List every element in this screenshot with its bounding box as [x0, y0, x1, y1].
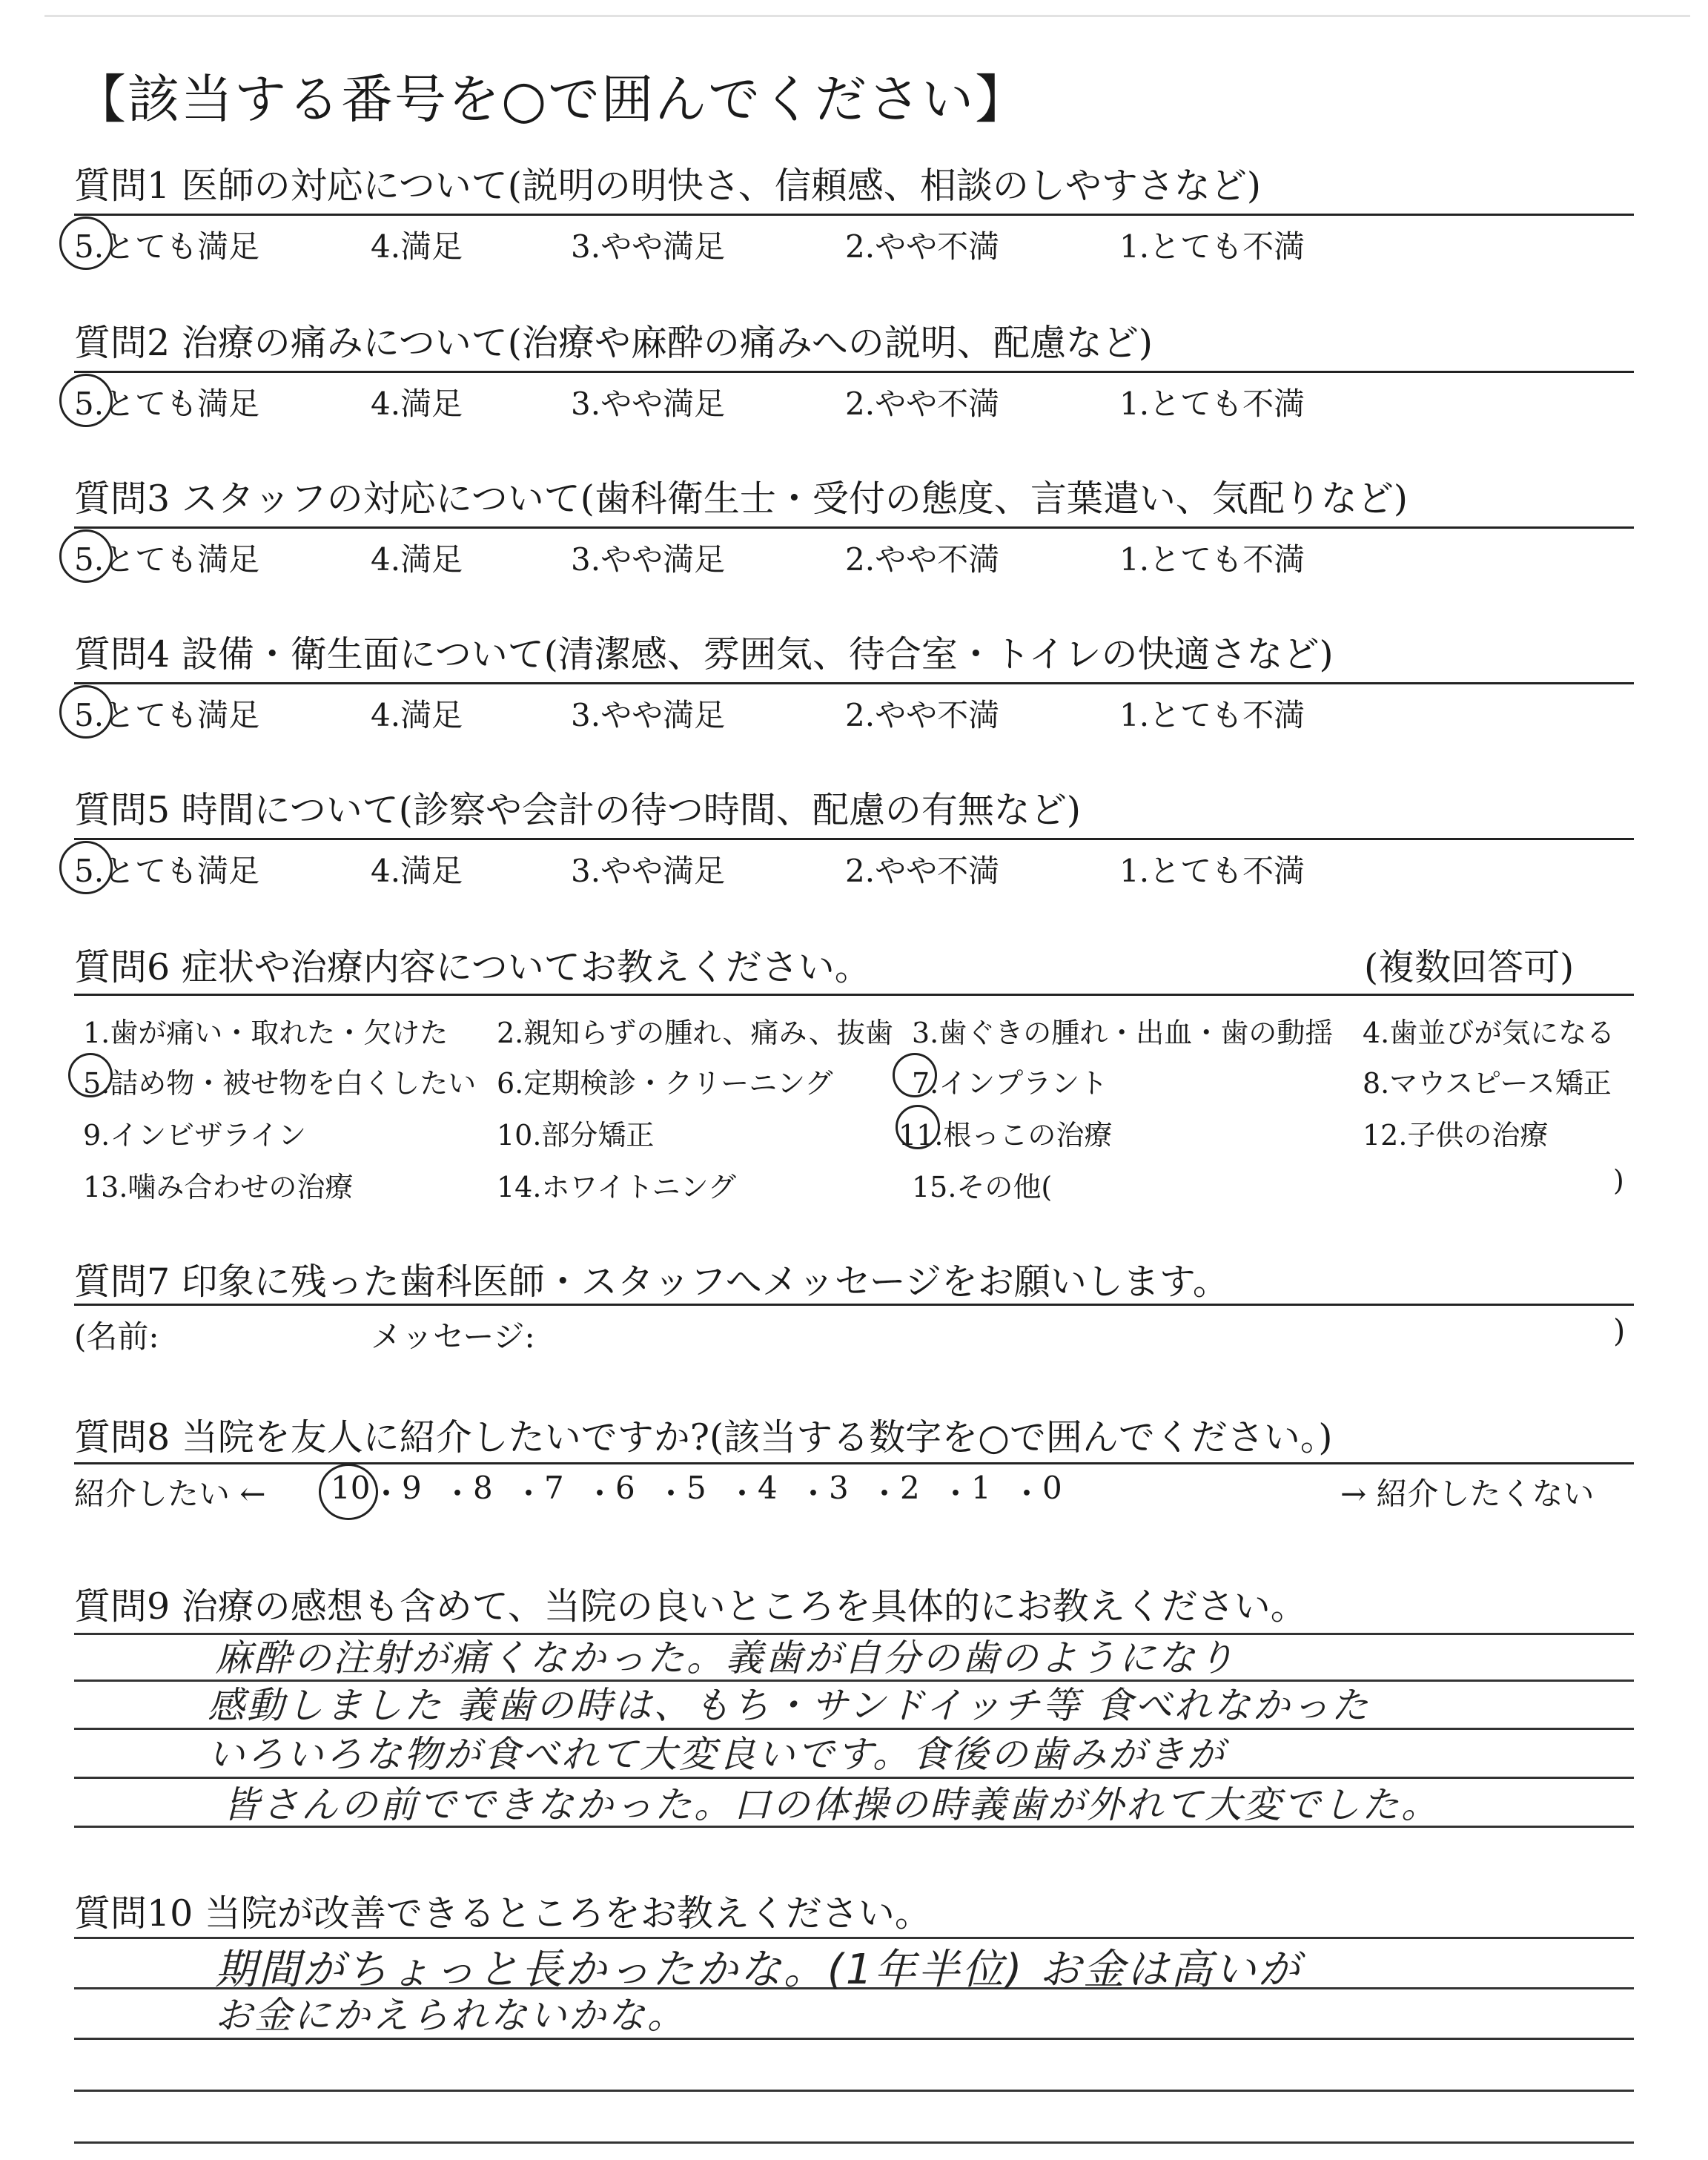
- q4-selection-circle: [59, 685, 113, 739]
- q8-title: 質問8 当院を友人に紹介したいですか?(該当する数字を○で囲んでください。): [74, 1416, 1333, 1459]
- q8-scale-separator: ・: [513, 1476, 545, 1512]
- q9-answer-line-2: 感動しました 義歯の時は、もち・サンドイッチ等 食べれなかった: [208, 1684, 1371, 1727]
- q3-option-5[interactable]: 5.とても満足: [74, 541, 260, 578]
- q5-rule: [74, 838, 1634, 840]
- q3-option-2[interactable]: 2.やや不満: [845, 541, 1000, 578]
- q6-item-13[interactable]: 13.噛み合わせの治療: [83, 1171, 354, 1203]
- q1-option-5[interactable]: 5.とても満足: [74, 228, 260, 265]
- q7-title: 質問7 印象に残った歯科医師・スタッフへメッセージをお願いします。: [74, 1261, 1229, 1303]
- q8-scale-2[interactable]: 2: [900, 1470, 920, 1506]
- q8-scale-7[interactable]: 7: [544, 1470, 564, 1506]
- q2-option-3[interactable]: 3.やや満足: [571, 386, 726, 422]
- q8-scale-0[interactable]: 0: [1042, 1470, 1062, 1506]
- q8-scale-separator: ・: [1011, 1476, 1043, 1512]
- q10-answer-line-1: 期間がちょっと長かったかな。(1年半位) お金は高いが: [215, 1946, 1302, 1994]
- q8-scale-separator: ・: [584, 1476, 616, 1512]
- q10-rule-4: [74, 2090, 1634, 2092]
- q4-option-1[interactable]: 1.とても不満: [1119, 697, 1305, 733]
- q6-title: 質問6 症状や治療内容についてお教えください。: [74, 946, 871, 988]
- q1-rule: [74, 214, 1634, 216]
- q3-option-3[interactable]: 3.やや満足: [571, 541, 726, 578]
- q4-option-3[interactable]: 3.やや満足: [571, 697, 726, 733]
- q6-selection-circle-11: [896, 1105, 940, 1149]
- q2-option-1[interactable]: 1.とても不満: [1119, 386, 1305, 422]
- q3-rule: [74, 526, 1634, 529]
- q7-name-label[interactable]: (名前:: [74, 1318, 159, 1355]
- q8-scale-separator: ・: [869, 1476, 901, 1512]
- q2-option-2[interactable]: 2.やや不満: [845, 386, 1000, 422]
- q3-option-4[interactable]: 4.満足: [371, 541, 463, 578]
- q9-answer-line-3: いろいろな物が食べれて大変良いです。食後の歯みがきが: [208, 1733, 1226, 1776]
- q6-item-11[interactable]: 11.根っこの治療: [898, 1119, 1113, 1152]
- q6-item-8[interactable]: 8.マウスピース矯正: [1363, 1067, 1612, 1100]
- q6-item-1[interactable]: 1.歯が痛い・取れた・欠けた: [83, 1017, 448, 1049]
- q8-scale-separator: ・: [371, 1476, 403, 1512]
- q2-selection-circle: [59, 374, 113, 427]
- q6-item-5[interactable]: 5.詰め物・被せ物を白くしたい: [83, 1067, 477, 1100]
- q4-option-2[interactable]: 2.やや不満: [845, 697, 1000, 733]
- q6-selection-circle-7: [893, 1053, 937, 1097]
- q3-option-1[interactable]: 1.とても不満: [1119, 541, 1305, 578]
- q7-close-paren: ): [1613, 1312, 1626, 1349]
- q3-title: 質問3 スタッフの対応について(歯科衛生士・受付の態度、言葉遣い、気配りなど): [74, 478, 1409, 520]
- q8-scale-separator: ・: [655, 1476, 687, 1512]
- q5-option-3[interactable]: 3.やや満足: [571, 853, 726, 889]
- q1-title: 質問1 医師の対応について(説明の明快さ、信頼感、相談のしやすさなど): [74, 165, 1262, 207]
- q2-title: 質問2 治療の痛みについて(治療や麻酔の痛みへの説明、配慮など): [74, 322, 1153, 364]
- q8-selection-circle: [319, 1464, 378, 1520]
- q8-scale-10[interactable]: 10: [331, 1470, 371, 1506]
- q9-answer-line-4: 皆さんの前でできなかった。口の体操の時義歯が外れて大変でした。: [222, 1783, 1440, 1826]
- q10-title: 質問10 当院が改善できるところをお教えください。: [74, 1892, 931, 1935]
- q9-answer-line-1: 麻酔の注射が痛くなかった。義歯が自分の歯のようになり: [215, 1636, 1237, 1680]
- q8-scale-8[interactable]: 8: [473, 1470, 493, 1506]
- q4-option-5[interactable]: 5.とても満足: [74, 697, 260, 733]
- q8-scale-4[interactable]: 4: [758, 1470, 778, 1506]
- q3-selection-circle: [59, 529, 113, 583]
- q8-scale-separator: ・: [442, 1476, 474, 1512]
- q8-scale-3[interactable]: 3: [829, 1470, 849, 1506]
- q5-selection-circle: [59, 841, 113, 894]
- q8-scale-5[interactable]: 5: [686, 1470, 706, 1506]
- q5-option-5[interactable]: 5.とても満足: [74, 853, 260, 889]
- q10-rule-5: [74, 2141, 1634, 2144]
- q5-option-4[interactable]: 4.満足: [371, 853, 463, 889]
- q6-item-14[interactable]: 14.ホワイトニング: [497, 1171, 737, 1203]
- q2-option-5[interactable]: 5.とても満足: [74, 386, 260, 422]
- q8-scale-separator: ・: [798, 1476, 830, 1512]
- q8-scale-separator: ・: [940, 1476, 972, 1512]
- q6-selection-circle-5: [68, 1053, 113, 1097]
- q7-rule: [74, 1304, 1634, 1306]
- q1-selection-circle: [59, 217, 113, 270]
- q2-rule: [74, 371, 1634, 373]
- scan-top-edge: [44, 15, 1690, 17]
- q10-answer-line-2: お金にかえられないかな。: [215, 1994, 686, 2037]
- q6-item-10[interactable]: 10.部分矯正: [497, 1119, 655, 1152]
- page-header: 【該当する番号を○で囲んでください】: [74, 69, 1029, 130]
- q5-title: 質問5 時間について(診察や会計の待つ時間、配慮の有無など): [74, 789, 1082, 831]
- q8-scale-9[interactable]: 9: [402, 1470, 422, 1506]
- q1-option-4[interactable]: 4.満足: [371, 228, 463, 265]
- q8-left-label: 紹介したい ←: [74, 1476, 266, 1512]
- q2-option-4[interactable]: 4.満足: [371, 386, 463, 422]
- q5-option-2[interactable]: 2.やや不満: [845, 853, 1000, 889]
- q6-item-12[interactable]: 12.子供の治療: [1363, 1119, 1549, 1152]
- q6-item-3[interactable]: 3.歯ぐきの腫れ・出血・歯の動揺: [912, 1017, 1334, 1049]
- q6-item-9[interactable]: 9.インビザライン: [83, 1119, 307, 1152]
- q4-option-4[interactable]: 4.満足: [371, 697, 463, 733]
- q5-option-1[interactable]: 1.とても不満: [1119, 853, 1305, 889]
- q6-item-4[interactable]: 4.歯並びが気になる: [1363, 1017, 1615, 1049]
- q6-item-6[interactable]: 6.定期検診・クリーニング: [497, 1067, 833, 1100]
- q8-rule: [74, 1462, 1634, 1464]
- q6-rule: [74, 994, 1634, 996]
- q8-scale-6[interactable]: 6: [615, 1470, 635, 1506]
- q6-item-15-close: ): [1613, 1164, 1624, 1197]
- q1-option-1[interactable]: 1.とても不満: [1119, 228, 1305, 265]
- q1-option-2[interactable]: 2.やや不満: [845, 228, 1000, 265]
- q9-title: 質問9 治療の感想も含めて、当院の良いところを具体的にお教えください。: [74, 1585, 1307, 1628]
- q6-item-7[interactable]: 7.インプラント: [912, 1067, 1108, 1100]
- q6-item-2[interactable]: 2.親知らずの腫れ、痛み、抜歯: [497, 1017, 893, 1049]
- q8-scale-separator: ・: [726, 1476, 758, 1512]
- q6-item-15[interactable]: 15.その他(: [912, 1171, 1053, 1203]
- q1-option-3[interactable]: 3.やや満足: [571, 228, 726, 265]
- q4-title: 質問4 設備・衛生面について(清潔感、雰囲気、待合室・トイレの快適さなど): [74, 633, 1334, 676]
- q8-right-label: → 紹介したくない: [1340, 1476, 1595, 1512]
- q8-scale-1[interactable]: 1: [971, 1470, 991, 1506]
- q6-note: (複数回答可): [1364, 946, 1575, 988]
- q4-rule: [74, 682, 1634, 684]
- q7-message-label[interactable]: メッセージ:: [371, 1318, 535, 1355]
